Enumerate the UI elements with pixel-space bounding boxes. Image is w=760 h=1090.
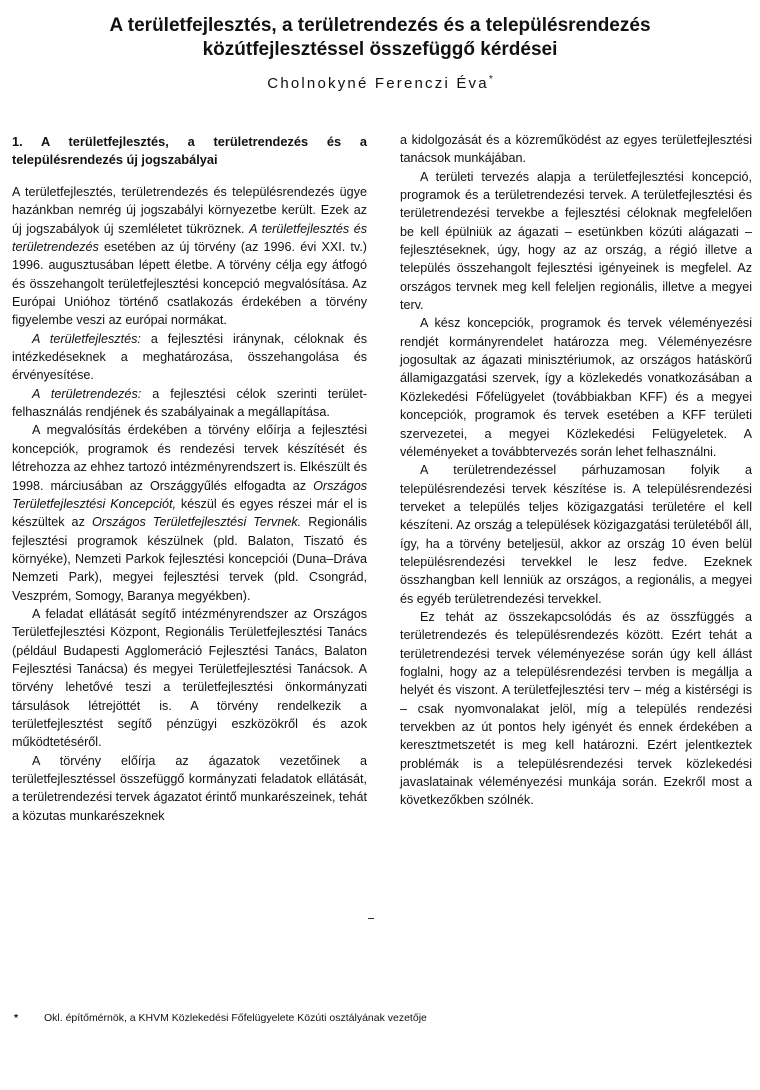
paragraph: A területrendezéssel párhuzamosan folyik a településrendezési tervek készítése is. A településrendezési terveket a település teljes közigazgatási területére el kell készíteni. Az ország a települések közigazgatási területéből áll, így, ha a törvény beteljesül, akkor az ország 10 éven belül településrendezési tervekkel le lesz fedve. Ezeknek összhangban kell lenniük az országos, a regionális, a megyei és egyéb területrendezési tervekkel.	[400, 463, 752, 606]
section-number: 1.	[12, 134, 23, 149]
section-title: A területfejlesztés, a területrendezés és a településrendezés új jogszabályai	[12, 134, 367, 167]
paragraph: A területrendezés: a fejlesztési célok szerinti terület-felhasználás rendjének és szabályainak a megállapítása.	[12, 386, 368, 420]
paragraph: a kidolgozását és a közreműködést az egyes területfejlesztési tanácsok munkájában.	[400, 133, 752, 166]
paragraph: A törvény előírja az ágazatok vezetőinek a területfejlesztéssel összefüggő kormányzati feladatok ellátását, a területrendezési tervek ágazatot érintő munkarészeinek, tehát a közutas munkarészeknek	[12, 753, 367, 823]
author-footnote-mark: *	[488, 74, 493, 85]
footnote-text: Okl. építőmérnök, a KHVM Közlekedési Főfelügyelete Közúti osztályának vezetője	[44, 1012, 427, 1024]
section-heading	[12, 133, 367, 169]
paragraph: A megvalósítás érdekében a törvény előírja a fejlesztési koncepciók, programok és rendezési tervek készítését és létrehozza az ehhez tartozó intézményrendszert is. Elkészült és 1998. márciusában az Országgyűlés elfogadta az Országos Területfejlesztési Koncepciót, készül és egyes részei már el is készültek az Országos Területfejlesztési Tervnek. Regionális fejlesztési programok készülnek (pld. Balaton, Tiszató és környéke), Nemzeti Parkok fejlesztési koncepciói (Duna–Dráva Nemzeti Park), megyei fejlesztési tervek (pld. Csongrád, Veszprém, Somogy, Baranya megyékben).	[12, 423, 368, 603]
title-line-1: A területfejlesztés, a területrendezés és a településrendezés	[109, 15, 651, 36]
right-column	[400, 131, 752, 810]
title-line-2: közútfejlesztéssel összefüggő kérdései	[202, 39, 558, 60]
footnote	[14, 1011, 754, 1025]
paragraph: A területfejlesztés: a fejlesztési iránynak, céloknak és intézkedéseknek a meghatározása, összehangolása és érvényesítése.	[12, 331, 367, 383]
paragraph: Ez tehát az összekapcsolódás és az összfüggés a területrendezés és településrendezés között. Ezért tehát a területrendezési tervek véleményezése során úgy kell állást foglalni, hogy az a településrendezési tervben is megállja a helyét és viszont. A területfejlesztési terv – még a kistérségi is – csak nyomvonalakat jelöl, míg a település rendezési tervekben az út pontos hely igényét és ennek érdekében a keresztmetszetét is meg kell határozni. Ezért jelentkeztek problémák is a településrendezési tervek közlekedési javaslatainak véleményezési munkája során. Ezekről most a következőkben szólnék.	[400, 609, 752, 808]
author-line	[0, 74, 760, 92]
article-title	[0, 14, 760, 62]
paragraph: A kész koncepciók, programok és tervek véleményezési rendjét kormányrendelet határozza meg. Véleményezésre jogosultak az ágazati minisztériumok, az országos hatáskörű államigazgatási szervek, így a közlekedés vonatkozásában a Közlekedési Főfelügyelet (továbbiakban KFF) és a megyei koncepciók, programok és tervek esetében a KFF területi szervezetei, a megyei Közlekedési Felügyeletek. A véleményeket a továbbtervezés során lehet felhasználni.	[400, 316, 752, 459]
paragraph: A területfejlesztés, területrendezés és településrendezés ügye hazánkban nemrég új jogszabályi környezetbe került. Ezek az új jogszabályok új szemléletet tükröznek. A területfejlesztés és területrendezés esetében az új törvény (az 1996. évi XXI. tv.) 1996. augusztusában lépett életbe. A törvény célja egy átfogó és összehangolt területfejlesztési koncepció megvalósítása. Az Európai Unióhoz történő csatlakozás érdekében a törvény figyelembe veszi az európai normákat.	[12, 185, 368, 328]
column-mark	[368, 918, 374, 919]
paragraph: A területi tervezés alapja a területfejlesztési koncepció, programok és a területrendezési tervek. A területfejlesztési és területrendezési tervekbe a fejlesztési céloknak megfelelően be kell épülniük az ágazati – esetünkben közúti alágazati – fejlesztéseknek, úgy, hogy az az ország, a régió illetve a település összehangolt fejlesztési igényeinek is megfelel. Az országos tervnek meg kell feleljen regionális, illetve a megyei terv.	[400, 169, 752, 313]
footnote-mark: *	[14, 1012, 19, 1024]
paragraph: A feladat ellátását segítő intézményrendszer az Országos Területfejlesztési Központ, Regionális Területfejlesztési Tanács (például Budapesti Agglomeráció Fejlesztési Tanács, Balaton Fejlesztési Tanácsa) és megyei Területfejlesztési Tanácsok. A törvény lehetővé teszi a területfejlesztési önkormányzati társulások létrejöttét is. A törvény rendelkezik a területfejlesztést segítő pénzügyi eszközökről és azok működtetéséről.	[12, 606, 367, 750]
left-column	[12, 133, 367, 825]
author-name: Cholnokyné Ferenczi Éva	[267, 75, 489, 92]
